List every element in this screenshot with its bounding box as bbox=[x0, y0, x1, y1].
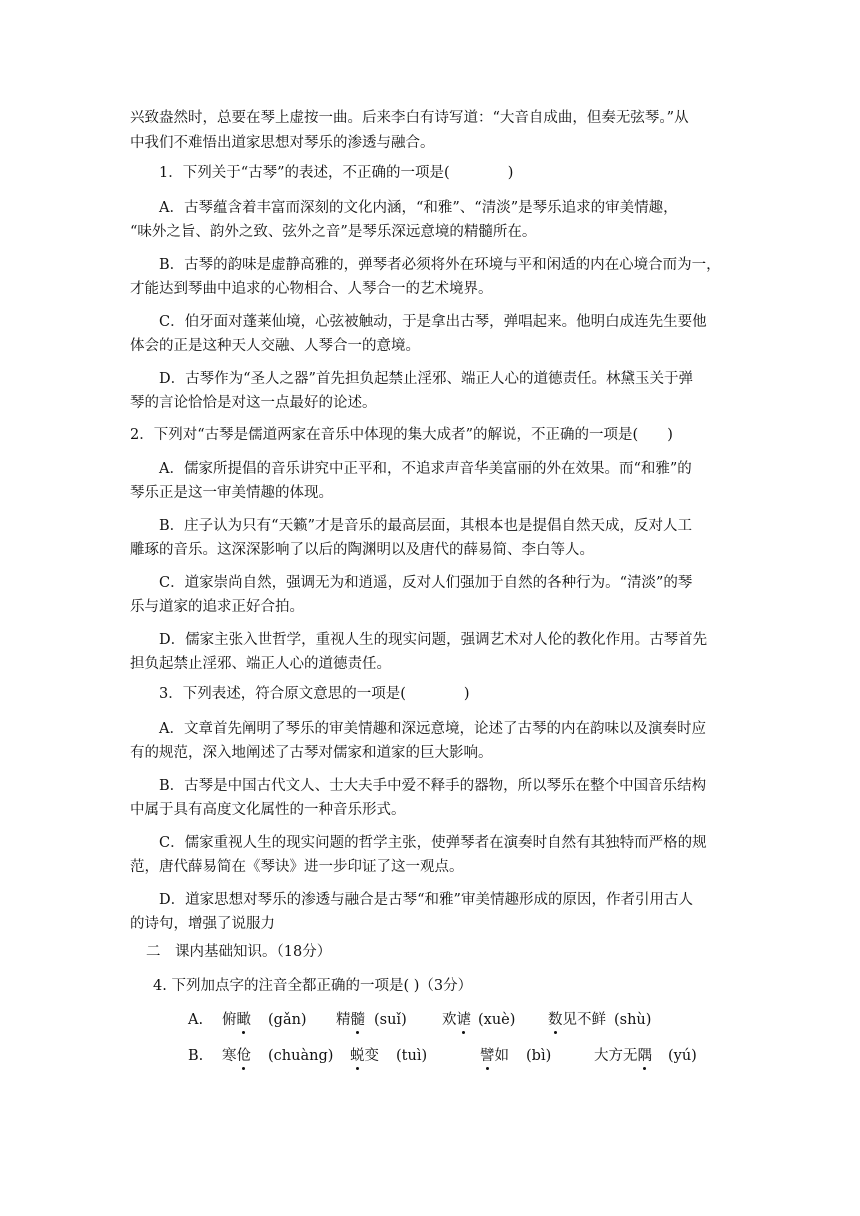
q1-option-a-line: “味外之旨、韵外之致、弦外之音”是琴乐深远意境的精髓所在。 bbox=[130, 224, 537, 240]
dotted-char: 隅 bbox=[637, 1048, 652, 1064]
pinyin: (shù) bbox=[614, 1012, 652, 1028]
q2-option-a-line: 琴乐正是这一审美情趣的体现。 bbox=[130, 485, 333, 501]
q1-option-d-line: D．古琴作为“圣人之器”首先担负起禁止淫邪、端正人心的道德责任。林黛玉关于弹 bbox=[159, 371, 693, 387]
dotted-char: 瞰 bbox=[236, 1012, 251, 1028]
q1-option-b-line: B．古琴的韵味是虚静高雅的，弹琴者必须将外在环境与平和闲适的内在心境合而为一， bbox=[159, 257, 721, 273]
q3-option-d-line: 的诗句，增强了说服力 bbox=[130, 916, 275, 932]
q1-option-c-line: C．伯牙面对蓬莱仙境，心弦被触动，于是拿出古琴，弹唱起来。他明白成连先生要他 bbox=[159, 314, 707, 330]
q1-option-d-line: 琴的言论恰恰是对这一点最好的论述。 bbox=[130, 395, 377, 411]
option-letter: A. bbox=[188, 1012, 204, 1028]
paragraph-line: 兴致盎然时，总要在琴上虚按一曲。后来李白有诗写道：“大音自成曲，但奏无弦琴。”从 bbox=[130, 110, 689, 126]
word: 蜕变 bbox=[350, 1048, 379, 1064]
paragraph-line: 中我们不难悟出道家思想对琴乐的渗透与融合。 bbox=[130, 135, 435, 151]
word: 俯瞰 bbox=[222, 1012, 251, 1028]
q4-option-a bbox=[0, 1010, 860, 1030]
dotted-char: 谑 bbox=[456, 1012, 471, 1028]
word: 欢谑 bbox=[442, 1012, 471, 1028]
q3-option-b-line: 中属于具有高度文化属性的一种音乐形式。 bbox=[130, 802, 406, 818]
question-3-stem: 3．下列表述，符合原文意思的一项是( ) bbox=[159, 686, 470, 702]
q2-option-d-line: D．儒家主张入世哲学，重视人生的现实问题，强调艺术对人伦的教化作用。古琴首先 bbox=[159, 632, 708, 648]
q4-option-b bbox=[0, 1046, 860, 1066]
q2-option-c-line: C．道家崇尚自然，强调无为和逍遥，反对人们强加于自然的各种行为。“清淡”的琴 bbox=[159, 575, 693, 591]
q2-option-b-line: 雕琢的音乐。这深深影响了以后的陶渊明以及唐代的薛易简、李白等人。 bbox=[130, 542, 594, 558]
q3-option-a-line: 有的规范，深入地阐述了古琴对儒家和道家的巨大影响。 bbox=[130, 745, 493, 761]
word: 数见不鲜 bbox=[548, 1012, 606, 1028]
pinyin: (suǐ) bbox=[374, 1012, 407, 1028]
q2-option-d-line: 担负起禁止淫邪、端正人心的道德责任。 bbox=[130, 656, 391, 672]
pinyin: (xuè) bbox=[478, 1012, 516, 1028]
pinyin: (chuàng) bbox=[268, 1048, 334, 1064]
pinyin: (yú) bbox=[668, 1048, 697, 1064]
question-4-stem: 4. 下列加点字的注音全都正确的一项是( )（3分） bbox=[153, 978, 473, 994]
dotted-char: 髓 bbox=[350, 1012, 365, 1028]
q1-option-c-line: 体会的正是这种天人交融、人琴合一的意境。 bbox=[130, 338, 420, 354]
section-2-heading: 二 课内基础知识。（18分） bbox=[146, 944, 332, 960]
pinyin: (tuì) bbox=[396, 1048, 428, 1064]
q2-option-b-line: B．庄子认为只有“天籁”才是音乐的最高层面，其根本也是提倡自然天成，反对人工 bbox=[159, 518, 692, 534]
dotted-char: 伧 bbox=[236, 1048, 251, 1064]
word: 寒伧 bbox=[222, 1048, 251, 1064]
q3-option-a-line: A．文章首先阐明了琴乐的审美情趣和深远意境，论述了古琴的内在韵味以及演奏时应 bbox=[159, 721, 706, 737]
word: 大方无隅 bbox=[594, 1048, 652, 1064]
q1-option-b-line: 才能达到琴曲中追求的心物相合、人琴合一的艺术境界。 bbox=[130, 281, 493, 297]
q3-option-b-line: B．古琴是中国古代文人、士大夫手中爱不释手的器物，所以琴乐在整个中国音乐结构 bbox=[159, 778, 707, 794]
q3-option-d-line: D．道家思想对琴乐的渗透与融合是古琴“和雅”审美情趣形成的原因，作者引用古人 bbox=[159, 892, 693, 908]
dotted-char: 譬 bbox=[480, 1048, 495, 1064]
q3-option-c-line: 范，唐代薛易简在《琴诀》进一步印证了这一观点。 bbox=[130, 859, 464, 875]
q2-option-c-line: 乐与道家的追求正好合拍。 bbox=[130, 599, 304, 615]
option-letter: B. bbox=[188, 1048, 204, 1064]
q2-option-a-line: A．儒家所提倡的音乐讲究中正平和，不追求声音华美富丽的外在效果。而“和雅”的 bbox=[159, 461, 692, 477]
dotted-char: 数 bbox=[548, 1012, 563, 1028]
word: 譬如 bbox=[480, 1048, 509, 1064]
question-2-stem: 2．下列对“古琴是儒道两家在音乐中体现的集大成者”的解说，不正确的一项是( ) bbox=[130, 427, 673, 443]
pinyin: (gǎn) bbox=[268, 1012, 307, 1028]
q3-option-c-line: C．儒家重视人生的现实问题的哲学主张，使弹琴者在演奏时自然有其独特而严格的规 bbox=[159, 835, 707, 851]
pinyin: (bì) bbox=[526, 1048, 552, 1064]
q1-option-a-line: A．古琴蕴含着丰富而深刻的文化内涵，“和雅”、“清淡”是琴乐追求的审美情趣， bbox=[159, 200, 678, 216]
dotted-char: 蜕 bbox=[350, 1048, 365, 1064]
word: 精髓 bbox=[336, 1012, 365, 1028]
question-1-stem: 1．下列关于“古琴”的表述，不正确的一项是( ) bbox=[159, 165, 514, 181]
